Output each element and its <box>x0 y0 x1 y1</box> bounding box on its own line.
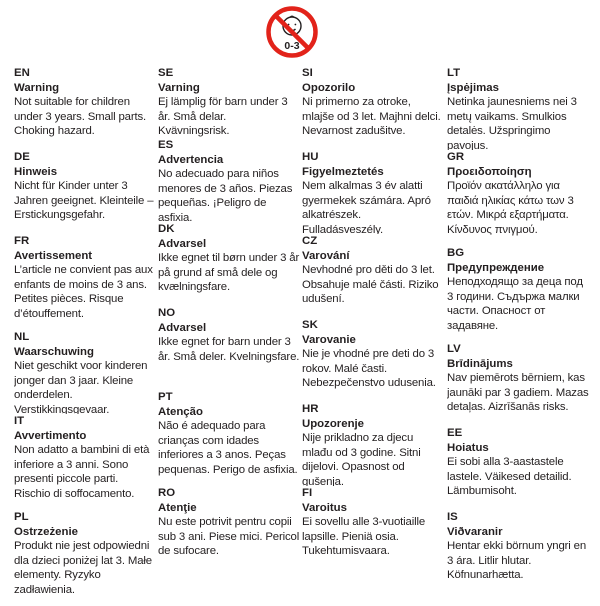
warning-text: Non adatto a bambini di età inferiore a 3 anni. Sono presenti piccole parti. Rischio di soffocamento. <box>14 444 150 500</box>
language-code: FR <box>14 235 30 247</box>
prohibited-under-3-icon <box>266 6 318 58</box>
language-code: SE <box>158 67 174 79</box>
warning-text: Προϊόν ακατάλληλο για παιδιά ηλικίας κάτω των 3 ετών. Μικρά εξαρτήματα. Κίνδυνος πνιγμού. <box>447 180 574 236</box>
warning-lt <box>447 66 589 150</box>
language-code: EE <box>447 427 463 439</box>
warning-hu <box>302 150 444 234</box>
warning-title: Προειδοποίηση <box>447 165 532 178</box>
language-code: SK <box>302 319 318 331</box>
warning-pl <box>14 510 156 606</box>
warning-text: L’article ne convient pas aux enfants de moins de 3 ans. Petites pièces. Risque d’étouffement. <box>14 264 153 320</box>
language-code: RO <box>158 487 176 499</box>
warning-text: Netinka jaunesniems nei 3 metų vaikams. Smulkios detalės. Užspringimo pavojus. <box>447 96 577 150</box>
language-code: HU <box>302 151 319 163</box>
warning-title: Varoitus <box>302 501 347 514</box>
language-code: IT <box>14 415 25 427</box>
language-code: FI <box>302 487 313 499</box>
warning-text: Niet geschikt voor kinderen jonger dan 3 jaar. Kleine onderdelen. Verstikkingsgevaar. <box>14 360 148 414</box>
warning-title: Advertencia <box>158 153 224 166</box>
language-code: DE <box>14 151 30 163</box>
warning-title: Warning <box>14 81 60 94</box>
language-code: IS <box>447 511 458 523</box>
warning-title: Varování <box>302 249 350 262</box>
warning-title: Upozorenje <box>302 417 365 430</box>
warning-text: Nem alkalmas 3 év alatti gyermekek számára. Apró alkatrészek. Fulladásveszély. <box>302 180 431 234</box>
warning-bg <box>447 246 589 342</box>
warning-hr <box>302 402 444 486</box>
warning-se <box>158 66 300 138</box>
warning-title: Avvertimento <box>14 429 87 442</box>
warning-text: Nu este potrivit pentru copii sub 3 ani. Piese mici. Pericol de sufocare. <box>158 516 300 558</box>
warning-text: Produkt nie jest odpowiedni dla dzieci poniżej lat 3. Małe elementy. Ryzyko zadławienia. <box>14 540 152 596</box>
language-code: NL <box>14 331 30 343</box>
warning-gr <box>447 150 589 246</box>
warning-title: Advarsel <box>158 237 207 250</box>
language-code: BG <box>447 247 465 259</box>
warning-text: Nie je vhodné pre deti do 3 rokov. Malé časti. Nebezpečenstvo udusenia. <box>302 348 436 390</box>
warning-title: Hinweis <box>14 165 58 178</box>
warning-it <box>14 414 156 510</box>
warning-text: Nicht für Kinder unter 3 Jahren geeignet. Kleinteile – Erstickungsgefahr. <box>14 180 154 222</box>
warning-fr <box>14 234 156 330</box>
warning-pt <box>158 390 300 486</box>
warning-text: Nav piemērots bērniem, kas jaunāki par 3 gadiem. Mazas detaļas. Aizrīšanās risks. <box>447 372 589 414</box>
warning-title: Brīdinājums <box>447 357 513 370</box>
warning-text: Hentar ekki börnum yngri en 3 ára. Litlir hlutar. Köfnunarhætta. <box>447 540 587 582</box>
warning-title: Figyelmeztetés <box>302 165 384 178</box>
warnings-column-3 <box>302 66 444 570</box>
language-code: HR <box>302 403 319 415</box>
language-code: PL <box>14 511 29 523</box>
language-code: LT <box>447 67 461 79</box>
language-code: CZ <box>302 235 318 247</box>
warning-text: Nevhodné pro děti do 3 let. Obsahuje malé části. Riziko udušení. <box>302 264 439 306</box>
warning-text: No adecuado para niños menores de 3 años. Piezas pequeñas. ¡Peligro de asfixia. <box>158 168 293 222</box>
warning-fi <box>302 486 444 570</box>
warning-si <box>302 66 444 150</box>
warning-title: Предупреждение <box>447 261 545 274</box>
warning-dk <box>158 222 300 306</box>
language-code: LV <box>447 343 461 355</box>
warnings-column-1 <box>14 66 156 606</box>
warning-ee <box>447 426 589 510</box>
warning-ro <box>158 486 300 570</box>
warning-title: Įspėjimas <box>447 81 499 94</box>
warning-is <box>447 510 589 594</box>
language-code: PT <box>158 391 173 403</box>
warning-title: Atenţie <box>158 501 197 514</box>
age-label: 0-3 <box>284 40 300 52</box>
warning-title: Ostrzeżenie <box>14 525 78 538</box>
warning-es <box>158 138 300 222</box>
warning-text: Ni primerno za otroke, mlajše od 3 let. Majhni delci. Nevarnost zadušitve. <box>302 96 441 138</box>
warning-title: Atenção <box>158 405 203 418</box>
warning-cz <box>302 234 444 318</box>
warning-text: Ej lämplig för barn under 3 år. Små delar. Kvävningsrisk. <box>158 96 288 138</box>
warning-de <box>14 150 156 234</box>
language-code: ES <box>158 139 174 151</box>
warning-title: Varning <box>158 81 200 94</box>
warning-title: Avertissement <box>14 249 93 262</box>
warning-lv <box>447 342 589 426</box>
warning-text: Not suitable for children under 3 years. Small parts. Choking hazard. <box>14 96 147 138</box>
warning-nl <box>14 330 156 414</box>
warnings-column-4 <box>447 66 589 594</box>
language-code: NO <box>158 307 176 319</box>
warning-text: Ikke egnet til børn under 3 år på grund af små dele og kvælningsfare. <box>158 252 300 294</box>
warning-no <box>158 306 300 390</box>
warning-title: Advarsel <box>158 321 207 334</box>
warning-title: Hoiatus <box>447 441 489 454</box>
warning-text: Ei sobi alla 3-aastastele lastele. Väikesed detailid. Lämbumisoht. <box>447 456 572 498</box>
warning-en <box>14 66 156 150</box>
language-code: GR <box>447 151 465 163</box>
warning-title: Varovanie <box>302 333 356 346</box>
warnings-column-2 <box>158 66 300 570</box>
warning-text: Неподходящо за деца под 3 години. Съдържа малки части. Опасност от задавяне. <box>447 276 583 332</box>
language-code: DK <box>158 223 175 235</box>
warning-title: Viðvaranir <box>447 525 503 538</box>
warning-title: Opozorilo <box>302 81 356 94</box>
warning-text: Ei sovellu alle 3-vuotiaille lapsille. Pieniä osia. Tukehtumisvaara. <box>302 516 426 558</box>
warning-text: Não é adequado para crianças com idades inferiores a 3 anos. Peças pequenas. Perigo de asfixia. <box>158 420 298 476</box>
language-code: EN <box>14 67 30 79</box>
warning-text: Nije prikladno za djecu mlađu od 3 godine. Sitni dijelovi. Opasnost od gušenja. <box>302 432 421 486</box>
warning-text: Ikke egnet for barn under 3 år. Små deler. Kvelningsfare. <box>158 336 300 363</box>
language-code: SI <box>302 67 313 79</box>
warning-title: Waarschuwing <box>14 345 94 358</box>
warning-sk <box>302 318 444 402</box>
